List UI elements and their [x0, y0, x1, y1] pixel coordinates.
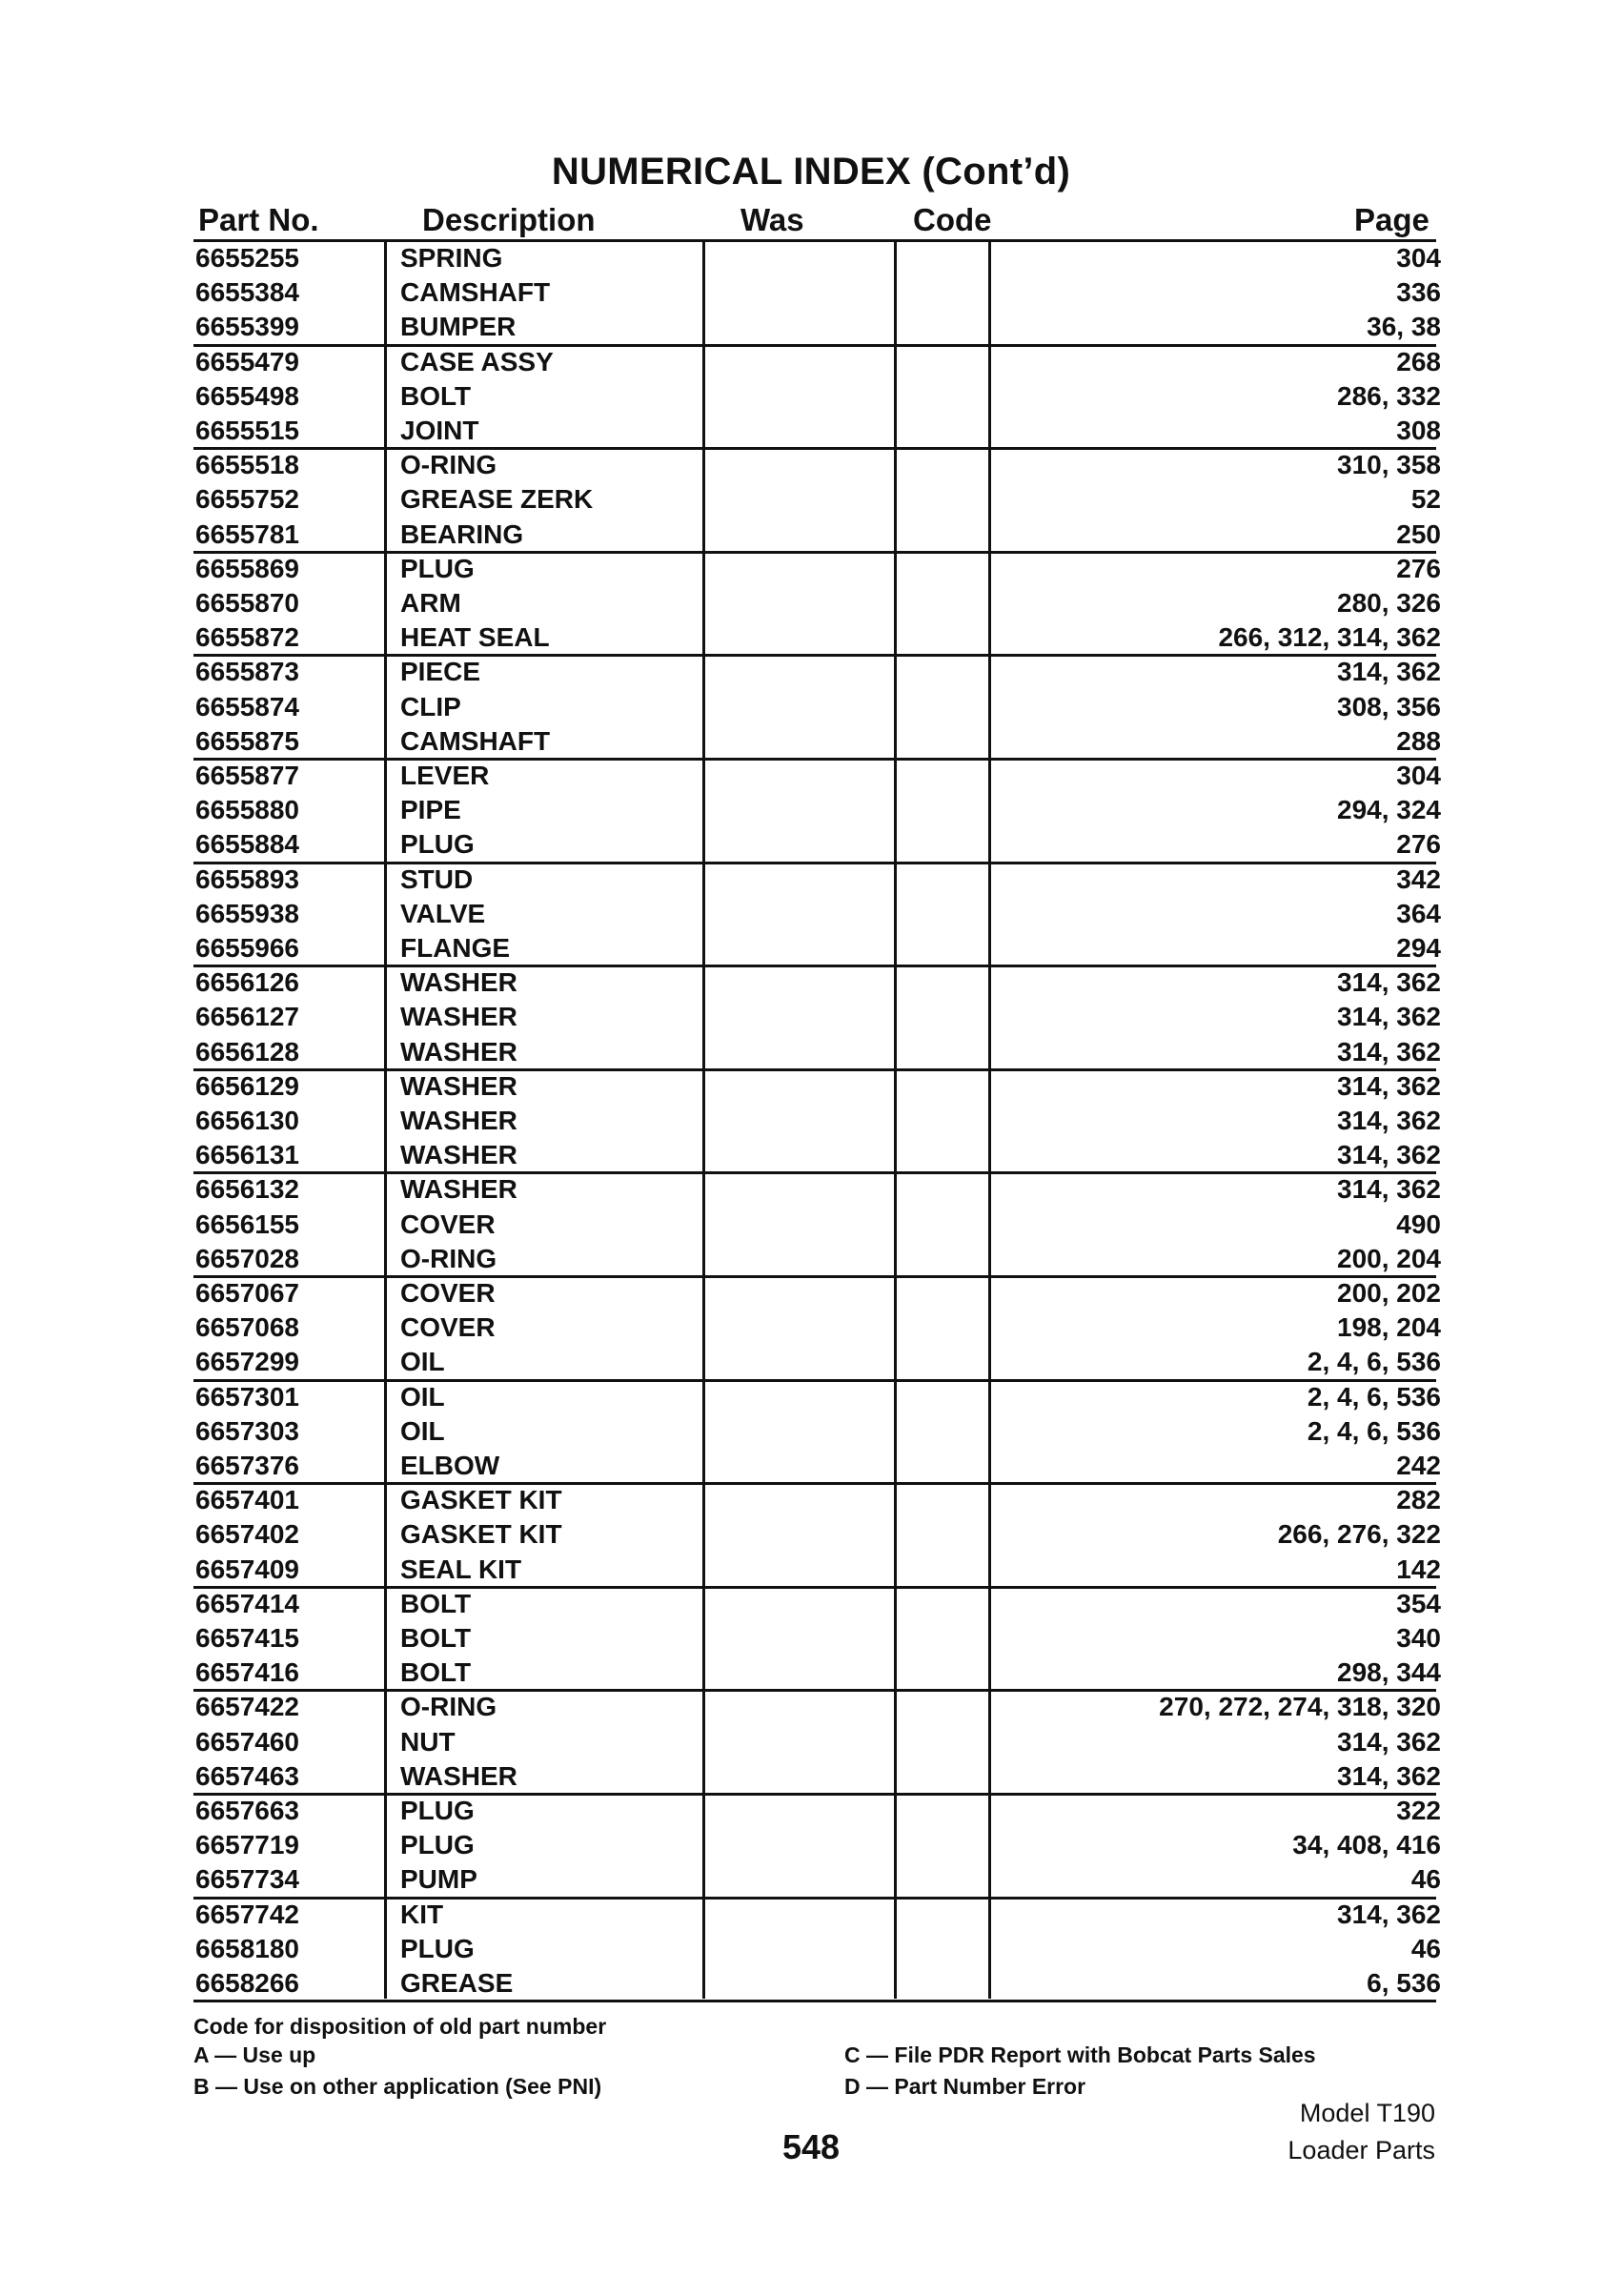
header-part-no: Part No. — [198, 202, 319, 237]
page-reference: 298, 344 — [1337, 1657, 1441, 1688]
table-row — [0, 1862, 1622, 1897]
table-row — [0, 1449, 1622, 1483]
table-row — [0, 931, 1622, 965]
part-description: VALVE — [400, 898, 486, 928]
page-reference: 36, 38 — [1367, 312, 1441, 342]
page-reference: 304 — [1396, 761, 1441, 790]
page-reference: 286, 332 — [1337, 380, 1441, 411]
part-description: JOINT — [400, 416, 479, 445]
part-number: 6657376 — [195, 1451, 300, 1480]
table-row — [0, 1898, 1622, 1932]
part-description: BOLT — [400, 1657, 472, 1688]
page-reference: 200, 204 — [1337, 1243, 1441, 1273]
table-row — [0, 1517, 1622, 1552]
part-description: LEVER — [400, 761, 490, 790]
part-description: PLUG — [400, 1933, 475, 1963]
part-description: CASE ASSY — [400, 346, 554, 376]
part-description: OIL — [400, 1415, 445, 1446]
part-number: 6655498 — [195, 380, 300, 411]
table-row — [0, 379, 1622, 414]
part-description: BUMPER — [400, 312, 517, 342]
page-reference: 276 — [1396, 553, 1441, 583]
part-number: 6656130 — [195, 1106, 300, 1135]
part-number: 6657734 — [195, 1864, 300, 1895]
table-row — [0, 1587, 1622, 1621]
table-row — [0, 863, 1622, 897]
table-row — [0, 1380, 1622, 1414]
part-description: ARM — [400, 588, 461, 618]
table-row — [0, 345, 1622, 379]
part-number: 6656127 — [195, 1002, 300, 1032]
part-number: 6657299 — [195, 1347, 300, 1377]
page-reference: 242 — [1396, 1451, 1441, 1480]
part-description: OIL — [400, 1347, 445, 1377]
part-number: 6655518 — [195, 450, 300, 480]
part-description: PLUG — [400, 553, 475, 583]
table-row — [0, 1035, 1622, 1069]
page-reference: 276 — [1396, 829, 1441, 860]
part-description: GREASE — [400, 1968, 514, 1998]
part-description: GASKET KIT — [400, 1485, 562, 1515]
part-number: 6656132 — [195, 1174, 300, 1205]
part-description: SEAL KIT — [400, 1554, 522, 1584]
part-number: 6655384 — [195, 277, 300, 308]
table-row — [0, 655, 1622, 689]
part-number: 6657303 — [195, 1415, 300, 1446]
group-divider — [193, 2000, 1436, 2002]
table-row — [0, 793, 1622, 827]
table-row — [0, 552, 1622, 586]
part-description: KIT — [400, 1899, 444, 1929]
part-description: PIPE — [400, 795, 461, 825]
table-row — [0, 1828, 1622, 1862]
page-reference: 314, 362 — [1337, 1726, 1441, 1757]
table-row — [0, 241, 1622, 275]
page-reference: 142 — [1396, 1554, 1441, 1584]
page-reference: 340 — [1396, 1623, 1441, 1653]
table-row — [0, 1966, 1622, 2001]
table-row — [0, 275, 1622, 310]
legend-code-d: D — Part Number Error — [844, 2074, 1086, 2099]
part-number: 6656126 — [195, 967, 300, 998]
part-description: WASHER — [400, 1070, 517, 1101]
part-number: 6657663 — [195, 1796, 300, 1825]
part-number: 6657414 — [195, 1588, 300, 1618]
part-description: FLANGE — [400, 933, 511, 963]
table-row — [0, 1621, 1622, 1656]
header-was: Was — [740, 202, 804, 237]
table-row — [0, 1276, 1622, 1311]
part-number: 6655874 — [195, 691, 300, 721]
page-reference: 364 — [1396, 898, 1441, 928]
table-row — [0, 1656, 1622, 1690]
part-number: 6656155 — [195, 1209, 300, 1239]
table-row — [0, 1553, 1622, 1587]
part-description: STUD — [400, 864, 474, 894]
table-row — [0, 759, 1622, 793]
table-row — [0, 1242, 1622, 1276]
part-number: 6655515 — [195, 416, 300, 445]
table-row — [0, 448, 1622, 482]
part-description: CAMSHAFT — [400, 277, 551, 308]
section-label: Loader Parts — [1287, 2136, 1435, 2164]
page-reference: 6, 536 — [1367, 1968, 1441, 1998]
part-number: 6657719 — [195, 1830, 300, 1860]
part-description: WASHER — [400, 1174, 517, 1205]
page-reference: 46 — [1410, 1864, 1441, 1895]
page-reference: 294, 324 — [1337, 795, 1441, 825]
page-number: 548 — [781, 2127, 841, 2166]
page-reference: 2, 4, 6, 536 — [1307, 1415, 1441, 1446]
page-reference: 266, 276, 322 — [1277, 1519, 1441, 1550]
page-reference: 314, 362 — [1337, 1899, 1441, 1929]
page-reference: 282 — [1396, 1485, 1441, 1515]
page-reference: 314, 362 — [1337, 1002, 1441, 1032]
part-description: PLUG — [400, 1830, 475, 1860]
part-description: BOLT — [400, 1588, 472, 1618]
page-reference: 266, 312, 314, 362 — [1218, 622, 1441, 653]
part-description: PLUG — [400, 829, 475, 860]
table-row — [0, 1000, 1622, 1034]
page-reference: 314, 362 — [1337, 1760, 1441, 1791]
part-description: COVER — [400, 1209, 496, 1239]
legend-code-a: A — Use up — [193, 2042, 316, 2067]
part-number: 6655966 — [195, 933, 300, 963]
table-row — [0, 1725, 1622, 1759]
table-row — [0, 1172, 1622, 1207]
page-reference: 304 — [1396, 243, 1441, 273]
model-label: Model T190 — [1299, 2099, 1435, 2127]
table-row — [0, 1138, 1622, 1172]
legend-code-b: B — Use on other application (See PNI) — [193, 2074, 602, 2099]
page-reference: 34, 408, 416 — [1292, 1830, 1441, 1860]
page-reference: 268 — [1396, 346, 1441, 376]
part-description: PUMP — [400, 1864, 477, 1895]
table-row — [0, 1069, 1622, 1104]
part-description: WASHER — [400, 1036, 517, 1067]
table-row — [0, 724, 1622, 759]
part-description: PIECE — [400, 657, 481, 687]
part-description: WASHER — [400, 1002, 517, 1032]
page-reference: 308, 356 — [1337, 691, 1441, 721]
page-reference: 200, 202 — [1337, 1278, 1441, 1308]
part-number: 6655752 — [195, 484, 300, 515]
page-reference: 314, 362 — [1337, 1140, 1441, 1170]
table-row — [0, 1690, 1622, 1724]
part-number: 6657422 — [195, 1692, 300, 1722]
part-description: COVER — [400, 1278, 496, 1308]
table-row — [0, 1414, 1622, 1449]
part-number: 6657416 — [195, 1657, 300, 1688]
header-page: Page — [1354, 202, 1429, 237]
table-row — [0, 1932, 1622, 1966]
page-reference: 52 — [1410, 484, 1441, 515]
table-row — [0, 690, 1622, 724]
part-description: BEARING — [400, 518, 524, 549]
page-reference: 198, 204 — [1337, 1312, 1441, 1343]
page-reference: 288 — [1396, 725, 1441, 756]
page-reference: 294 — [1396, 933, 1441, 963]
part-number: 6657301 — [195, 1381, 300, 1412]
part-number: 6656128 — [195, 1036, 300, 1067]
page-reference: 342 — [1396, 864, 1441, 894]
page-title: NUMERICAL INDEX (Cont’d) — [551, 151, 1071, 193]
page-reference: 314, 362 — [1337, 1070, 1441, 1101]
part-number: 6655872 — [195, 622, 300, 653]
part-description: NUT — [400, 1726, 456, 1757]
page-reference: 250 — [1396, 518, 1441, 549]
part-number: 6658266 — [195, 1968, 300, 1998]
page-reference: 46 — [1410, 1933, 1441, 1963]
page-reference: 2, 4, 6, 536 — [1307, 1381, 1441, 1412]
part-description: WASHER — [400, 1106, 517, 1135]
part-description: WASHER — [400, 967, 517, 998]
page-reference: 314, 362 — [1337, 657, 1441, 687]
part-description: BOLT — [400, 1623, 472, 1653]
page-reference: 490 — [1396, 1209, 1441, 1239]
part-number: 6657742 — [195, 1899, 300, 1929]
table-row — [0, 1208, 1622, 1242]
part-number: 6657402 — [195, 1519, 300, 1550]
part-description: COVER — [400, 1312, 496, 1343]
page-reference: 314, 362 — [1337, 1106, 1441, 1135]
table-row — [0, 414, 1622, 448]
table-row — [0, 897, 1622, 931]
part-description: O-RING — [400, 450, 497, 480]
part-description: WASHER — [400, 1140, 517, 1170]
part-description: GASKET KIT — [400, 1519, 562, 1550]
part-number: 6655781 — [195, 518, 300, 549]
part-number: 6657463 — [195, 1760, 300, 1791]
page-reference: 2, 4, 6, 536 — [1307, 1347, 1441, 1377]
part-description: WASHER — [400, 1760, 517, 1791]
part-number: 6655884 — [195, 829, 300, 860]
part-description: GREASE ZERK — [400, 484, 594, 515]
part-number: 6657068 — [195, 1312, 300, 1343]
part-description: BOLT — [400, 380, 472, 411]
page-reference: 336 — [1396, 277, 1441, 308]
part-description: CAMSHAFT — [400, 725, 551, 756]
table-row — [0, 1759, 1622, 1794]
part-description: CLIP — [400, 691, 461, 721]
part-description: PLUG — [400, 1796, 475, 1825]
table-row — [0, 1311, 1622, 1345]
part-number: 6657415 — [195, 1623, 300, 1653]
page-reference: 310, 358 — [1337, 450, 1441, 480]
part-number: 6657067 — [195, 1278, 300, 1308]
part-number: 6656131 — [195, 1140, 300, 1170]
page-reference: 280, 326 — [1337, 588, 1441, 618]
part-number: 6655893 — [195, 864, 300, 894]
table-row — [0, 1345, 1622, 1379]
page-reference: 314, 362 — [1337, 967, 1441, 998]
legend-code-c: C — File PDR Report with Bobcat Parts Sales — [844, 2042, 1316, 2067]
page-reference: 354 — [1396, 1588, 1441, 1618]
part-number: 6655938 — [195, 898, 300, 928]
part-number: 6658180 — [195, 1933, 300, 1963]
page-reference: 270, 272, 274, 318, 320 — [1159, 1692, 1441, 1722]
header-description: Description — [422, 202, 596, 237]
part-number: 6655479 — [195, 346, 300, 376]
table-row — [0, 1104, 1622, 1138]
table-row — [0, 518, 1622, 552]
part-number: 6655873 — [195, 657, 300, 687]
table-row — [0, 586, 1622, 620]
part-number: 6655880 — [195, 795, 300, 825]
table-row — [0, 620, 1622, 655]
page-reference: 322 — [1396, 1796, 1441, 1825]
part-number: 6655399 — [195, 312, 300, 342]
table-row — [0, 310, 1622, 344]
table-row — [0, 827, 1622, 862]
header-code: Code — [913, 202, 992, 237]
part-number: 6655870 — [195, 588, 300, 618]
table-row — [0, 1794, 1622, 1828]
part-description: O-RING — [400, 1243, 497, 1273]
table-row — [0, 482, 1622, 517]
part-number: 6657028 — [195, 1243, 300, 1273]
page-reference: 314, 362 — [1337, 1174, 1441, 1205]
part-number: 6655255 — [195, 243, 300, 273]
part-description: HEAT SEAL — [400, 622, 550, 653]
legend-heading: Code for disposition of old part number — [193, 2014, 607, 2039]
table-row — [0, 965, 1622, 1000]
part-number: 6655875 — [195, 725, 300, 756]
part-number: 6655869 — [195, 553, 300, 583]
part-number: 6655877 — [195, 761, 300, 790]
part-number: 6656129 — [195, 1070, 300, 1101]
part-number: 6657401 — [195, 1485, 300, 1515]
part-number: 6657409 — [195, 1554, 300, 1584]
part-description: SPRING — [400, 243, 503, 273]
page-reference: 308 — [1396, 416, 1441, 445]
part-description: OIL — [400, 1381, 445, 1412]
part-description: O-RING — [400, 1692, 497, 1722]
table-row — [0, 1483, 1622, 1517]
part-description: ELBOW — [400, 1451, 500, 1480]
part-number: 6657460 — [195, 1726, 300, 1757]
page-reference: 314, 362 — [1337, 1036, 1441, 1067]
